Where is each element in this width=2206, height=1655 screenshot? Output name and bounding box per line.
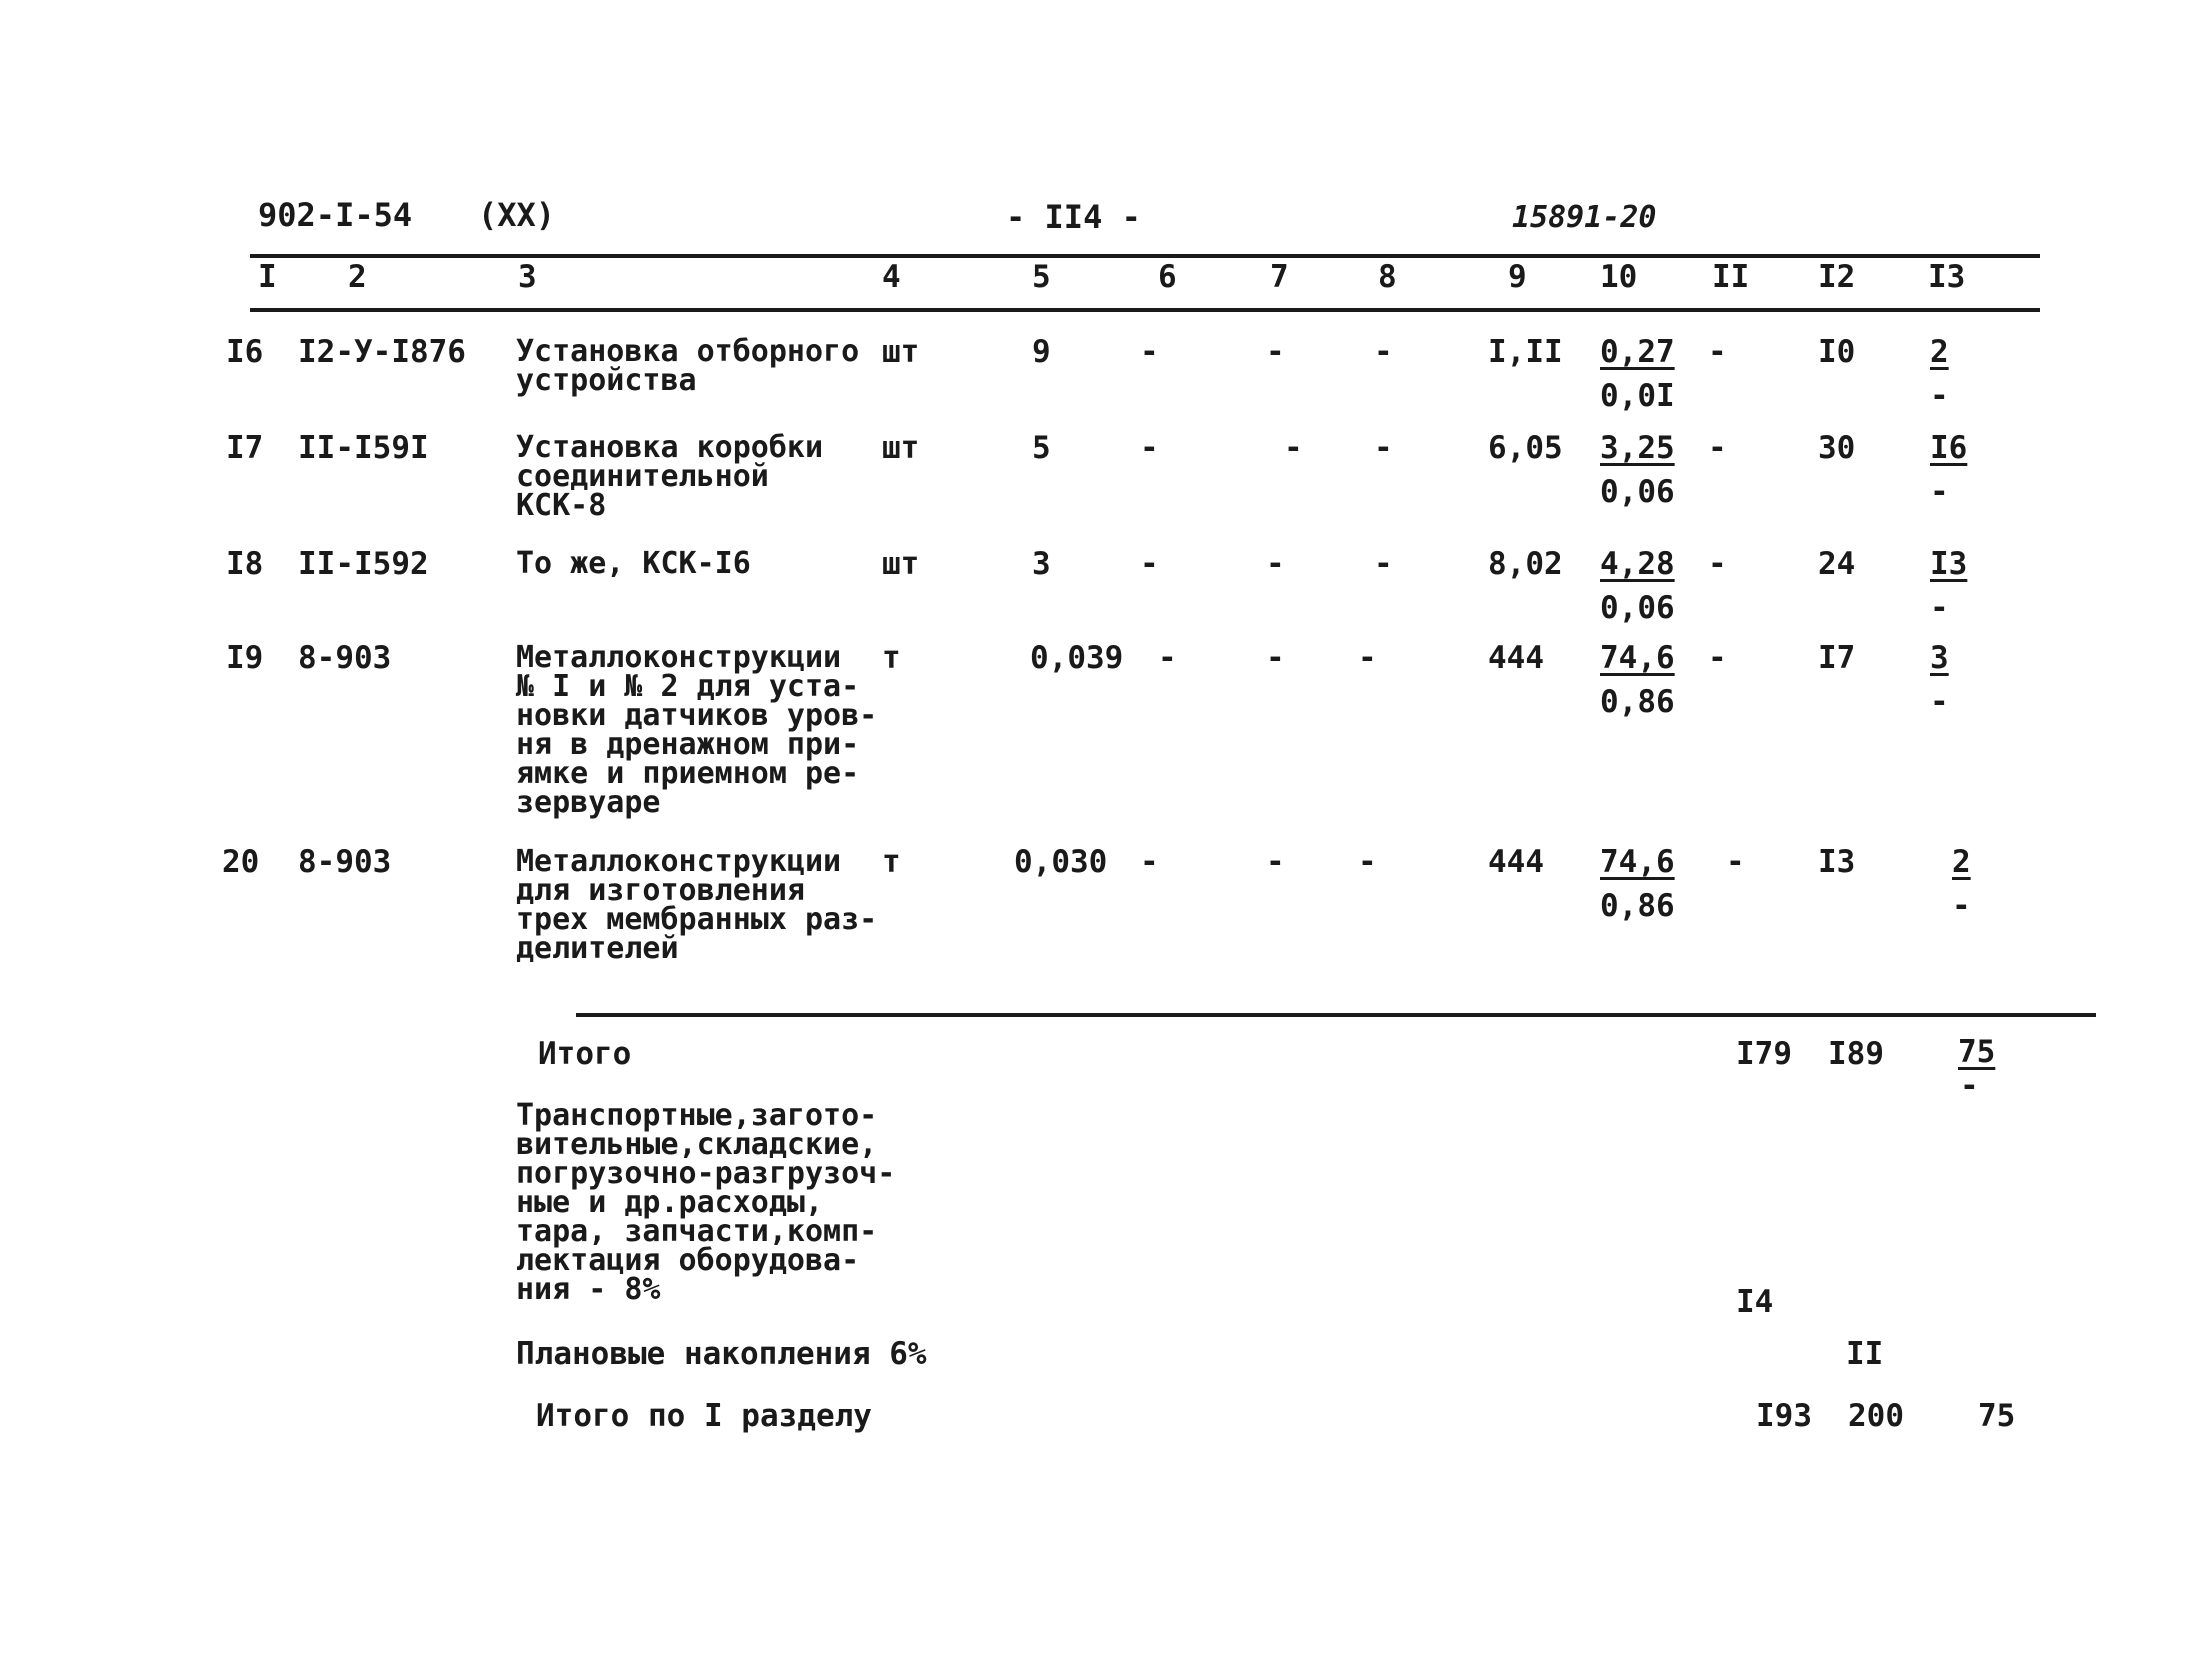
row-description: То же, КСК-I6 [516, 546, 751, 581]
row-col13-bottom: - [1930, 474, 1949, 510]
row-col7: - [1266, 334, 1285, 370]
itogo-col11: I79 [1736, 1036, 1792, 1072]
row-col10-bottom: 0,06 [1600, 474, 1675, 510]
row-col6: - [1140, 546, 1159, 582]
row-unit-price: 444 [1488, 844, 1544, 880]
row-unit: т [882, 844, 901, 880]
row-col6: - [1158, 640, 1177, 676]
row-number: I7 [226, 430, 264, 466]
section-total-label: Итого по I разделу [536, 1398, 872, 1434]
row-quantity: 0,030 [1014, 844, 1108, 880]
transport-costs-label: Транспортные,загото- вительные,складские, погрузочно-разгрузоч- ные и др.расходы, тара, запчасти,комп- лектация оборудова- ния - 8% [516, 1098, 896, 1307]
section-total-col12: 200 [1848, 1398, 1904, 1434]
row-col12: 24 [1818, 546, 1856, 582]
row-unit-price: 444 [1488, 640, 1544, 676]
col-header-2: 2 [348, 259, 367, 295]
row-col8: - [1358, 844, 1377, 880]
row-col7: - [1266, 640, 1285, 676]
row-col13-bottom: - [1952, 888, 1971, 924]
transport-col11: I4 [1736, 1284, 1774, 1320]
row-col11: - [1726, 844, 1745, 880]
row-number: I9 [226, 640, 264, 676]
row-unit: шт [882, 430, 920, 466]
row-description: Установка отборного устройства [516, 334, 860, 398]
row-col10-bottom: 0,06 [1600, 590, 1675, 626]
section-total-col11: I93 [1756, 1398, 1812, 1434]
row-code: II-I59I [298, 430, 429, 466]
row-code: I2-У-I876 [298, 334, 466, 370]
row-col13-top: 3 [1930, 640, 1949, 676]
row-col13-top: I6 [1930, 430, 1968, 466]
row-quantity: 5 [1032, 430, 1051, 466]
planned-savings-col12: II [1846, 1336, 1884, 1372]
row-col12: I7 [1818, 640, 1856, 676]
row-number: I8 [226, 546, 264, 582]
row-unit-price: I,II [1488, 334, 1563, 370]
itogo-col13-top: 75 [1958, 1034, 1996, 1070]
row-col13-bottom: - [1930, 684, 1949, 720]
row-col11: - [1708, 640, 1727, 676]
col-header-10: 10 [1600, 259, 1638, 295]
row-col13-bottom: - [1930, 590, 1949, 626]
planned-savings-label: Плановые накопления 6% [516, 1336, 927, 1372]
row-col6: - [1140, 844, 1159, 880]
row-number: 20 [222, 844, 260, 880]
row-unit: т [882, 640, 901, 676]
row-code: 8-903 [298, 640, 392, 676]
row-col12: I3 [1818, 844, 1856, 880]
header-top-rule [250, 254, 2040, 258]
row-quantity: 3 [1032, 546, 1051, 582]
row-col6: - [1140, 430, 1159, 466]
row-col13-top: I3 [1930, 546, 1968, 582]
row-col10-bottom: 0,86 [1600, 684, 1675, 720]
totals-rule [576, 1013, 2096, 1017]
col-header-7: 7 [1270, 259, 1289, 295]
row-col7: - [1284, 430, 1303, 466]
row-quantity: 9 [1032, 334, 1051, 370]
row-col8: - [1358, 640, 1377, 676]
doc-code: 902-I-54 [258, 196, 413, 234]
col-header-5: 5 [1032, 259, 1051, 295]
row-col10-top: 74,6 [1600, 640, 1675, 676]
row-col13-top: 2 [1930, 334, 1949, 370]
row-col11: - [1708, 334, 1727, 370]
col-header-4: 4 [882, 259, 901, 295]
row-col10-top: 74,6 [1600, 844, 1675, 880]
row-col13-bottom: - [1930, 378, 1949, 414]
col-header-1: I [258, 259, 277, 295]
itogo-col13-bottom: - [1960, 1068, 1979, 1104]
col-header-9: 9 [1508, 259, 1527, 295]
row-col10-bottom: 0,0I [1600, 378, 1675, 414]
row-unit-price: 6,05 [1488, 430, 1563, 466]
itogo-col12: I89 [1828, 1036, 1884, 1072]
row-unit-price: 8,02 [1488, 546, 1563, 582]
header-bottom-rule [250, 308, 2040, 312]
row-col13-top: 2 [1952, 844, 1971, 880]
col-header-13: I3 [1928, 259, 1966, 295]
row-col6: - [1140, 334, 1159, 370]
row-number: I6 [226, 334, 264, 370]
row-col8: - [1374, 334, 1393, 370]
row-col7: - [1266, 546, 1285, 582]
row-unit: шт [882, 334, 920, 370]
col-header-3: 3 [518, 259, 537, 295]
col-header-11: II [1712, 259, 1750, 295]
row-col12: 30 [1818, 430, 1856, 466]
stamp-number: 15891-20 [1512, 200, 1657, 235]
section-code: (XX) [478, 196, 556, 234]
row-col8: - [1374, 430, 1393, 466]
row-description: Установка коробки соединительной КСК-8 [516, 430, 824, 523]
page-number: - II4 - [1006, 198, 1141, 236]
row-quantity: 0,039 [1030, 640, 1124, 676]
row-unit: шт [882, 546, 920, 582]
row-col7: - [1266, 844, 1285, 880]
col-header-8: 8 [1378, 259, 1397, 295]
row-description: Металлоконструкции № I и № 2 для уста- новки датчиков уров- ня в дренажном при- ямке и приемном ре- зервуаре [516, 640, 878, 820]
col-header-12: I2 [1818, 259, 1856, 295]
row-col10-bottom: 0,86 [1600, 888, 1675, 924]
row-col10-top: 3,25 [1600, 430, 1675, 466]
col-header-6: 6 [1158, 259, 1177, 295]
row-code: II-I592 [298, 546, 429, 582]
row-col11: - [1708, 546, 1727, 582]
row-col10-top: 0,27 [1600, 334, 1675, 370]
row-col12: I0 [1818, 334, 1856, 370]
row-description: Металлоконструкции для изготовления трех мембранных раз- делителей [516, 844, 878, 966]
itogo-label: Итого [538, 1036, 632, 1072]
row-col11: - [1708, 430, 1727, 466]
row-code: 8-903 [298, 844, 392, 880]
row-col8: - [1374, 546, 1393, 582]
row-col10-top: 4,28 [1600, 546, 1675, 582]
section-total-col13: 75 [1978, 1398, 2016, 1434]
